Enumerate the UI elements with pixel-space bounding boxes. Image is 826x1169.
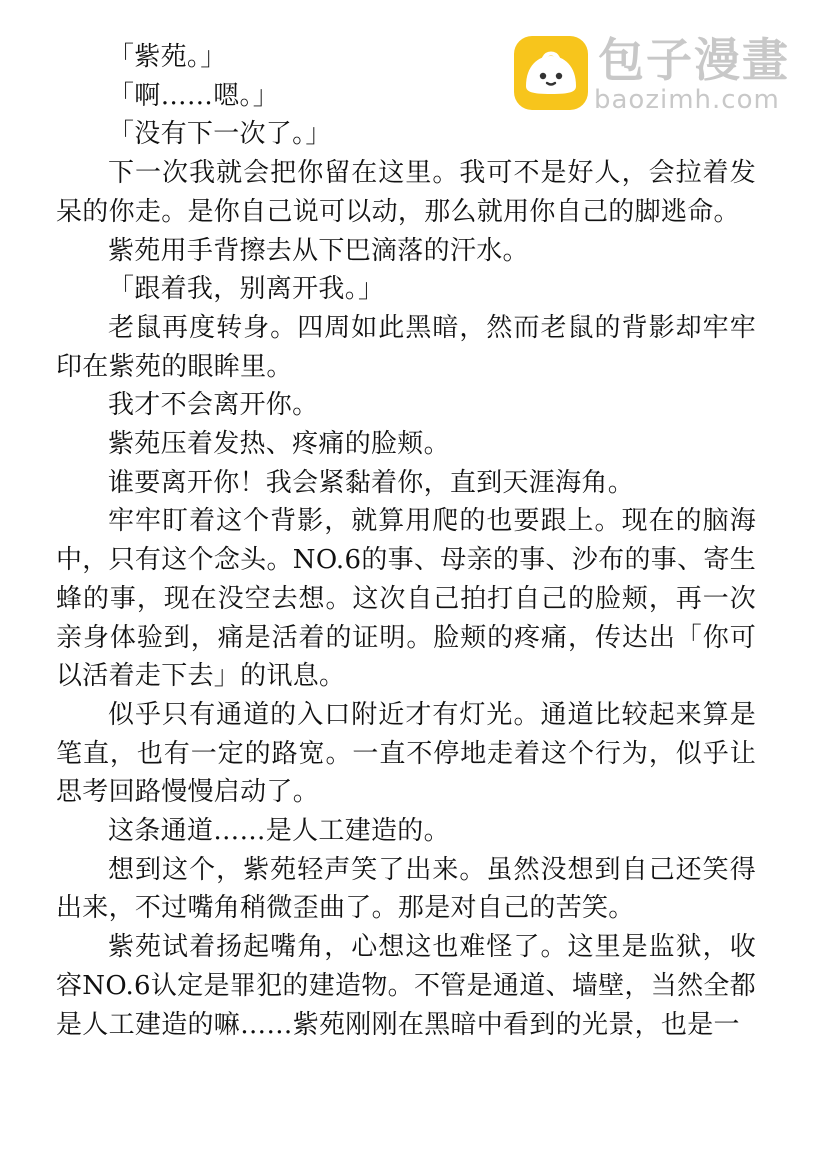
body-text: [56, 38, 756, 1044]
paragraph: 「啊……嗯。」: [108, 80, 280, 111]
paragraph: 「没有下一次了。」: [108, 119, 332, 150]
paragraph: 老鼠再度转身。四周如此黑暗，然而老鼠的背影却牢牢印在紫苑的眼眸里。: [56, 312, 756, 382]
paragraph: 牢牢盯着这个背影，就算用爬的也要跟上。现在的脑海中，只有这个念头。NO.6的事、母亲的事、沙布的事、寄生蜂的事，现在没空去想。这次自己拍打自己的脸颊，再一次亲身体验到，痛是活着的证明。脸颊的疼痛，传达出「你可以活着走下去」的讯息。: [56, 506, 756, 692]
paragraph: 「紫苑。」: [108, 42, 227, 72]
paragraph: 「跟着我，别离开我。」: [108, 274, 385, 305]
watermark-url: baozimh.com: [594, 85, 780, 115]
paragraph: 紫苑压着发热、疼痛的脸颊。: [108, 429, 450, 460]
paragraph: 下一次我就会把你留在这里。我可不是好人，会拉着发呆的你走。是你自己说可以动，那么就用你自己的脚逃命。: [56, 158, 756, 227]
watermark: [510, 32, 810, 116]
watermark-title: 包子漫畫: [598, 33, 790, 87]
paragraph: 我才不会离开你。: [108, 390, 319, 421]
paragraph: 紫苑试着扬起嘴角，心想这也难怪了。这里是监狱，收容NO.6认定是罪犯的建造物。不管是通道、墙壁，当然全都是人工建造的嘛……紫苑刚刚在黑暗中看到的光景，也是一: [56, 932, 756, 1040]
paragraph: 似乎只有通道的入口附近才有灯光。通道比较起来算是笔直，也有一定的路宽。一直不停地走着这个行为，似乎让思考回路慢慢启动了。: [56, 699, 756, 808]
paragraph: 谁要离开你！我会紧黏着你，直到天涯海角。: [108, 467, 635, 498]
paragraph: 想到这个，紫苑轻声笑了出来。虽然没想到自己还笑得出来，不过嘴角稍微歪曲了。那是对自己的苦笑。: [56, 854, 756, 924]
bun-logo-icon: [514, 36, 588, 110]
paragraph: 这条通道……是人工建造的。: [108, 816, 450, 847]
paragraph: 紫苑用手背擦去从下巴滴落的汗水。: [108, 235, 529, 266]
